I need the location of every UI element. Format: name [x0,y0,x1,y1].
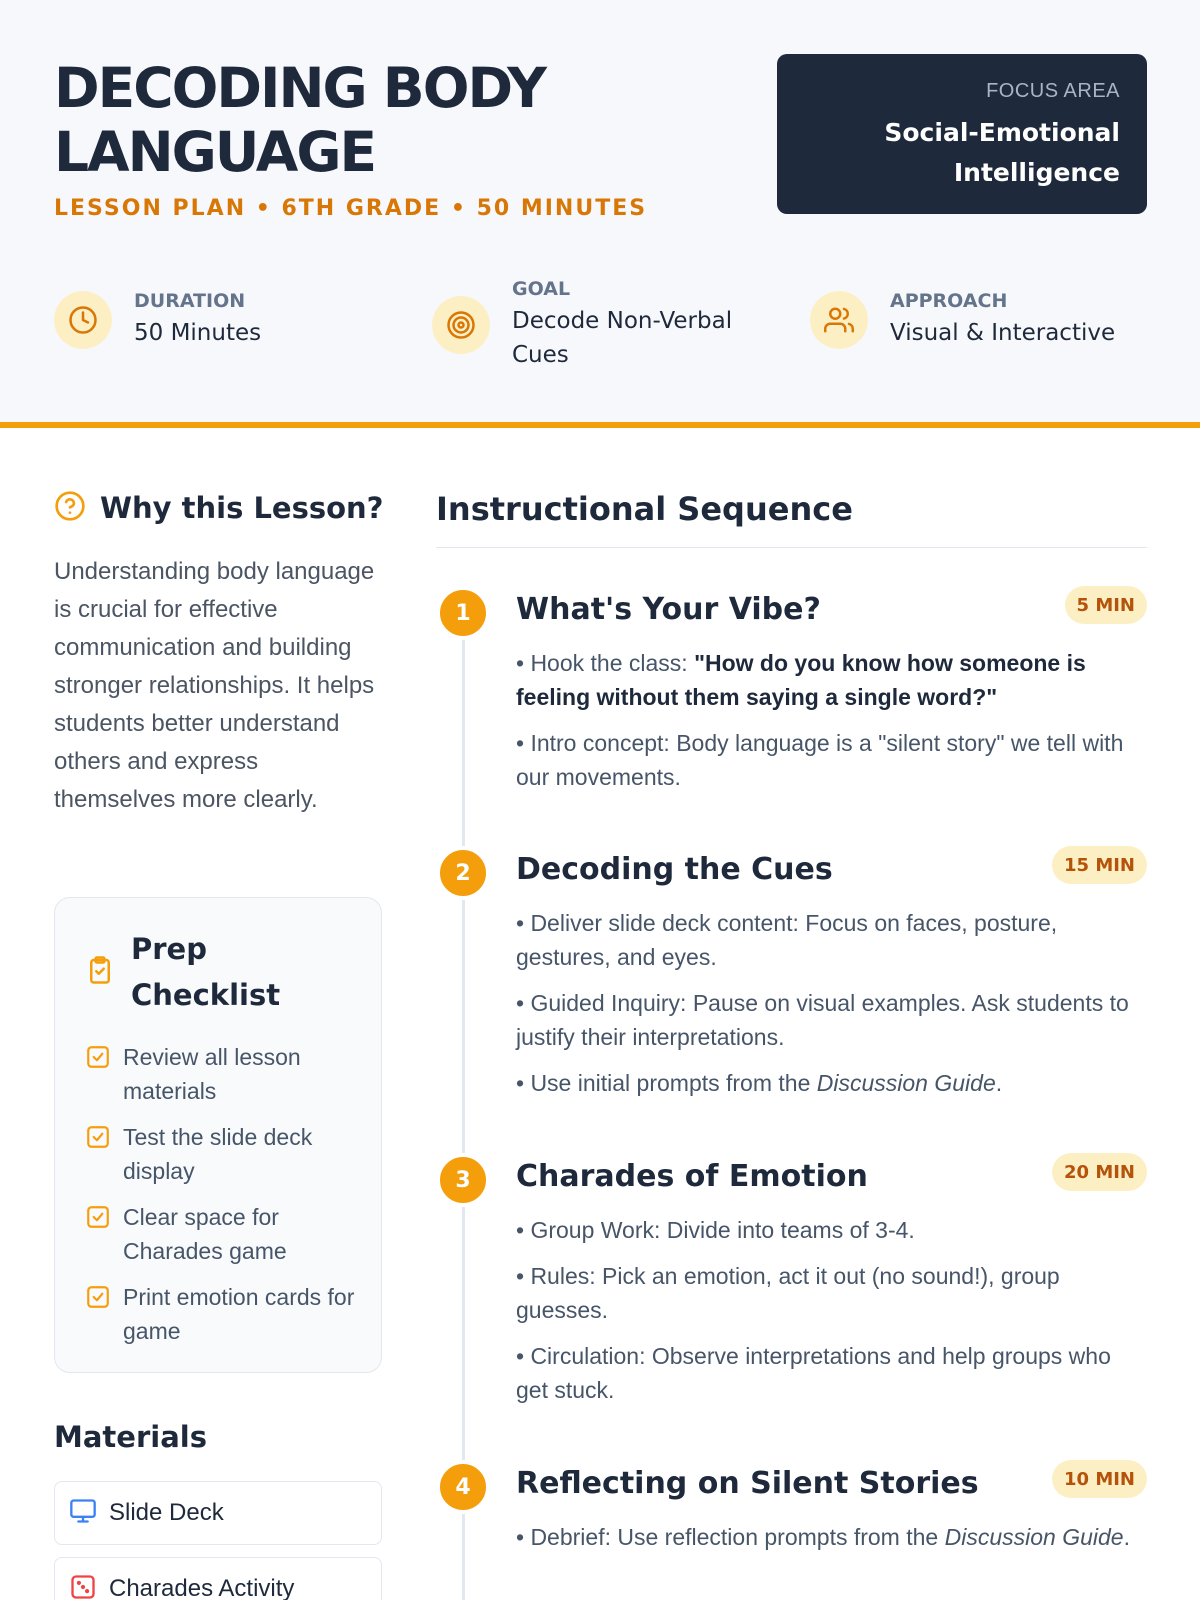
focus-area-card [777,54,1147,214]
prep-item-label: Print emotion cards for game [123,1284,355,1344]
prep-item-label: Clear space for Charades game [123,1204,287,1264]
meta-duration-value: 50 Minutes [134,320,262,346]
step-title: What's Your Vibe? [516,592,821,627]
duration-badge: 20 MIN [1052,1153,1147,1191]
why-section-heading [54,490,384,526]
dice-icon [69,1573,97,1600]
step-bullet: • Use initial prompts from the Discussion Guide. [516,1070,1003,1096]
step-title: Reflecting on Silent Stories [516,1466,979,1501]
step-bullet: • Guided Inquiry: Pause on visual examples. Ask students to justify their interpretations. [516,990,1129,1050]
prep-list [85,1040,375,1360]
step-number: 1 [436,586,490,640]
checkbox-checked-icon[interactable] [85,1124,111,1154]
meta-goal-label: GOAL [512,278,571,300]
sequence-title: Instructional Sequence [436,490,853,528]
timeline-line [462,612,465,1600]
prep-item[interactable] [85,1200,375,1268]
step-bullets [516,1520,1146,1566]
lesson-header [0,0,1200,428]
divider [436,547,1147,548]
duration-badge: 10 MIN [1052,1460,1147,1498]
meta-approach-label: APPROACH [890,290,1008,312]
why-body: Understanding body language is crucial for effective communication and building stronger relationships. It helps students better understand others and express themselves more clearly. [54,558,375,813]
prep-item-label: Test the slide deck display [123,1124,313,1184]
help-circle-icon [54,490,86,526]
step-bullet: • Debrief: Use reflection prompts from the Discussion Guide. [516,1524,1130,1550]
focus-area-label: FOCUS AREA [986,80,1120,102]
step-bullet: • Group Work: Divide into teams of 3-4. [516,1217,915,1243]
page-title: DECODING BODY LANGUAGE [54,56,545,184]
clock-icon [54,291,112,349]
checkbox-checked-icon[interactable] [85,1284,111,1314]
meta-approach [810,290,1115,350]
step-number: 4 [436,1460,490,1514]
meta-goal [432,278,752,372]
prep-item[interactable] [85,1280,375,1348]
prep-title: Prep Checklist [131,932,281,1012]
meta-goal-value: Decode Non-Verbal Cues [512,308,733,368]
prep-item[interactable] [85,1120,375,1188]
meta-duration-label: DURATION [134,290,246,312]
page-subtitle: LESSON PLAN • 6TH GRADE • 50 MINUTES [54,196,648,221]
monitor-icon [69,1497,97,1529]
target-icon [432,296,490,354]
prep-item[interactable] [85,1040,375,1108]
duration-badge: 15 MIN [1052,846,1147,884]
material-label: Charades Activity [109,1575,295,1600]
step-number: 3 [436,1153,490,1207]
materials-title: Materials [54,1420,207,1454]
checkbox-checked-icon[interactable] [85,1204,111,1234]
meta-duration [54,290,261,350]
material-label: Slide Deck [109,1499,224,1526]
step-title: Charades of Emotion [516,1159,868,1194]
step-bullet: • Deliver slide deck content: Focus on faces, posture, gestures, and eyes. [516,910,1058,970]
step-bullets [516,646,1146,806]
step-bullet: • Intro concept: Body language is a "silent story" we tell with our movements. [516,730,1124,790]
step-title: Decoding the Cues [516,852,833,887]
clipboard-check-icon [85,955,115,989]
material-charades-activity[interactable] [54,1557,382,1600]
prep-checklist-card [54,897,382,1373]
step-bullets [516,906,1146,1112]
step-bullets [516,1213,1146,1419]
meta-approach-value: Visual & Interactive [890,320,1116,346]
step-bullet: • Circulation: Observe interpretations and help groups who get stuck. [516,1343,1111,1403]
focus-area-value: Social-Emotional Intelligence [884,118,1120,187]
checkbox-checked-icon[interactable] [85,1044,111,1074]
prep-item-label: Review all lesson materials [123,1044,301,1104]
step-bullet: • Rules: Pick an emotion, act it out (no sound!), group guesses. [516,1263,1060,1323]
duration-badge: 5 MIN [1065,586,1147,624]
material-slide-deck[interactable] [54,1481,382,1545]
step-number: 2 [436,846,490,900]
step-bullet: • Hook the class: "How do you know how someone is feeling without them saying a single word?" [516,650,1086,710]
users-icon [810,291,868,349]
why-title: Why this Lesson? [100,491,384,525]
